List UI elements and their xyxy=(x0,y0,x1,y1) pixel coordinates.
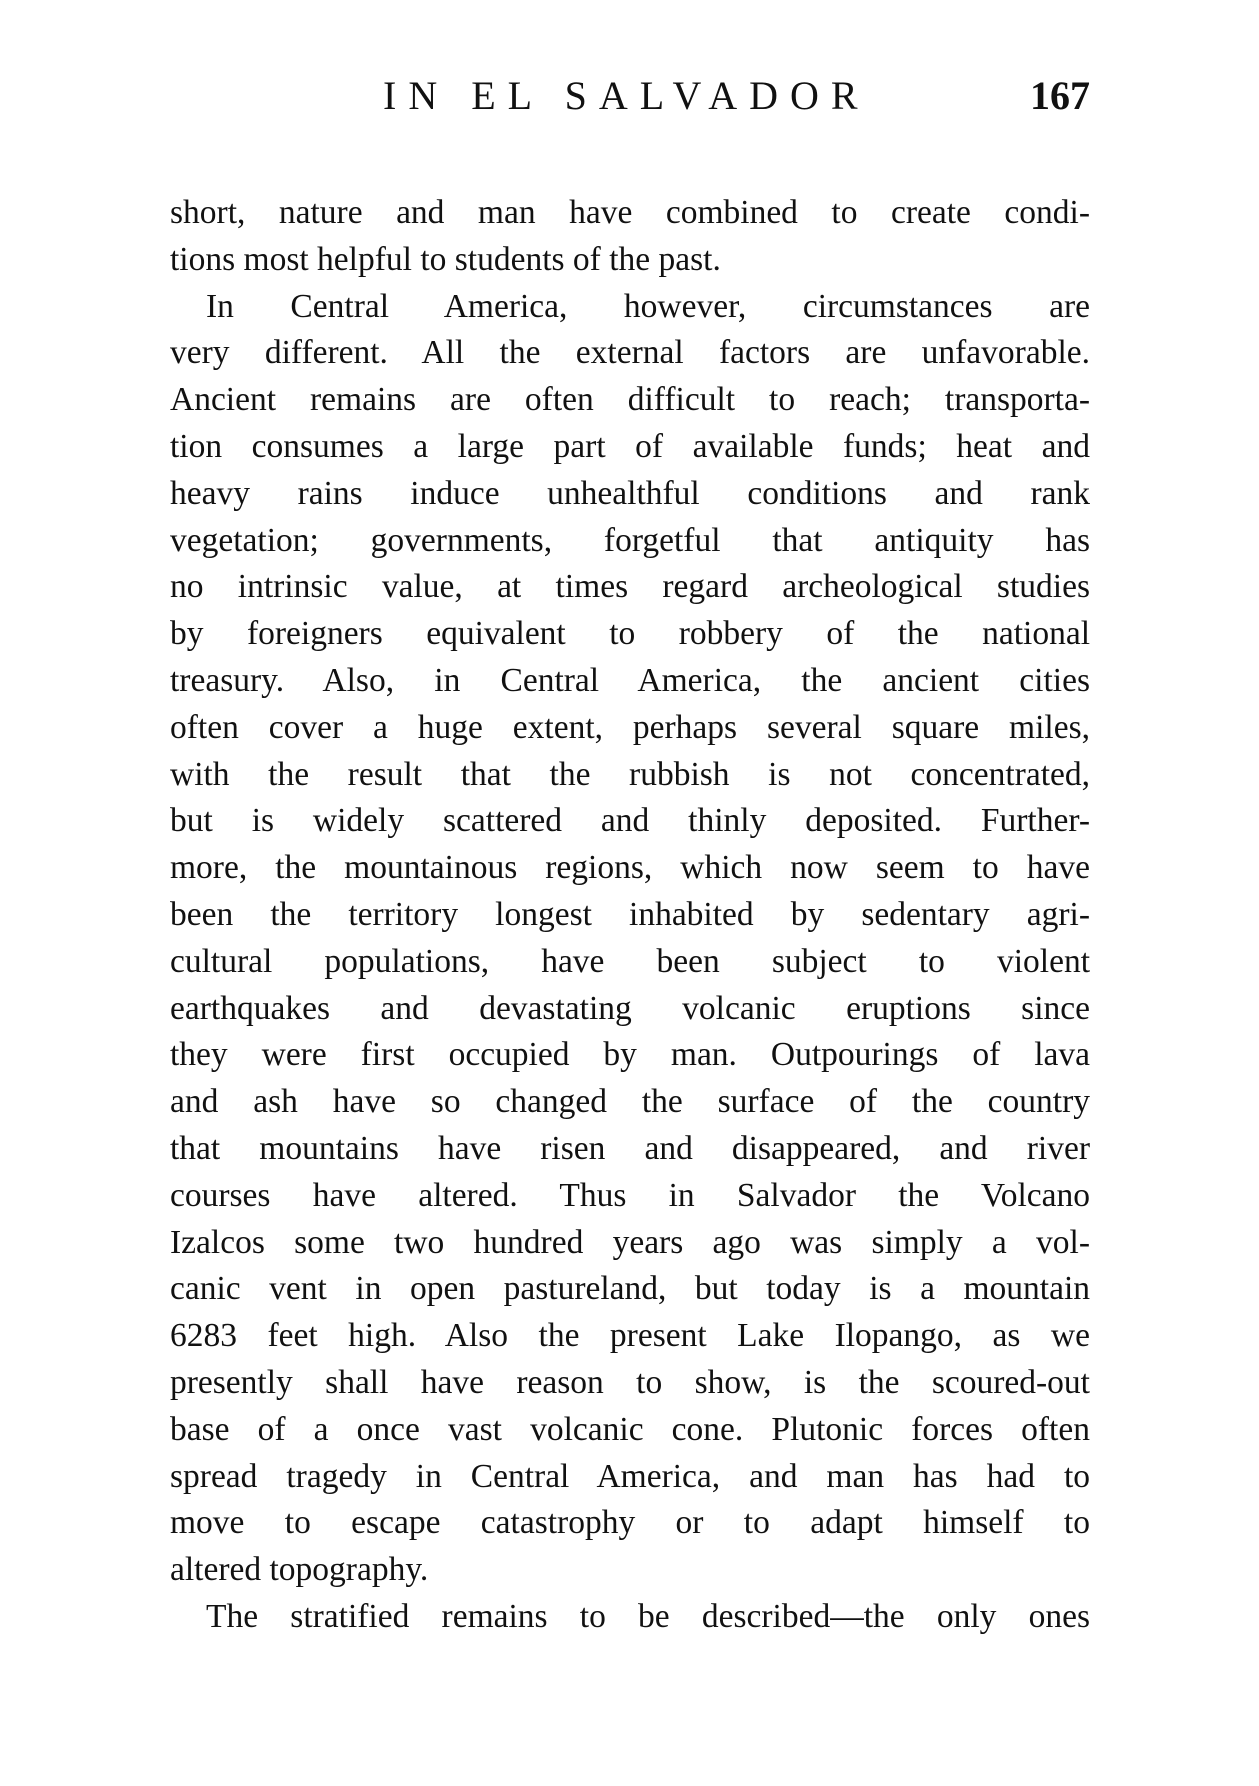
text-line: been the territory longest inhabited by sedentary agri- xyxy=(170,895,1090,933)
text-line: Ancient remains are often difficult to reach; transporta- xyxy=(170,381,1090,419)
text-line: but is widely scattered and thinly deposited. Further- xyxy=(170,802,1090,840)
text-line: often cover a huge extent, perhaps several square miles, xyxy=(170,708,1090,746)
text-line: they were first occupied by man. Outpourings of lava xyxy=(170,1036,1090,1074)
text-line: earthquakes and devastating volcanic eruptions since xyxy=(170,989,1090,1027)
text-line: tion consumes a large part of available funds; heat and xyxy=(170,427,1090,465)
body-text xyxy=(170,190,1090,1641)
text-line: short, nature and man have combined to create condi- xyxy=(170,194,1090,231)
text-line: 6283 feet high. Also the present Lake Ilopango, as we xyxy=(170,1317,1090,1355)
text-line: more, the mountainous regions, which now seem to have xyxy=(170,849,1090,887)
text-line: In Central America, however, circumstances are xyxy=(206,287,1090,325)
page-number: 167 xyxy=(1030,73,1090,118)
page-header xyxy=(168,72,1090,122)
text-line: treasury. Also, in Central America, the ancient cities xyxy=(170,661,1090,699)
text-line: no intrinsic value, at times regard archeological studies xyxy=(170,568,1090,606)
text-line: with the result that the rubbish is not concentrated, xyxy=(170,755,1090,793)
text-line: altered topography. xyxy=(170,1551,429,1589)
text-line: heavy rains induce unhealthful conditions and rank xyxy=(170,474,1090,512)
text-line: cultural populations, have been subject to violent xyxy=(170,942,1090,980)
text-line: move to escape catastrophy or to adapt himself to xyxy=(170,1504,1090,1542)
text-line: Izalcos some two hundred years ago was simply a vol- xyxy=(170,1223,1090,1261)
text-line: base of a once vast volcanic cone. Plutonic forces often xyxy=(170,1410,1090,1448)
text-line: tions most helpful to students of the past. xyxy=(170,240,721,278)
text-line: courses have altered. Thus in Salvador the Volcano xyxy=(170,1176,1090,1214)
text-line: vegetation; governments, forgetful that antiquity has xyxy=(170,521,1090,559)
text-line: by foreigners equivalent to robbery of the national xyxy=(170,615,1090,653)
text-line: canic vent in open pastureland, but today is a mountain xyxy=(170,1270,1090,1308)
text-line: that mountains have risen and disappeared, and river xyxy=(170,1129,1090,1167)
text-line: presently shall have reason to show, is the scoured-out xyxy=(170,1363,1090,1401)
text-line: spread tragedy in Central America, and man has had to xyxy=(170,1457,1090,1495)
text-line: and ash have so changed the surface of the country xyxy=(170,1083,1090,1121)
text-line: The stratified remains to be described—the only ones xyxy=(206,1597,1090,1635)
running-head: IN EL SALVADOR xyxy=(383,73,870,118)
text-line: very different. All the external factors are unfavorable. xyxy=(170,334,1090,372)
